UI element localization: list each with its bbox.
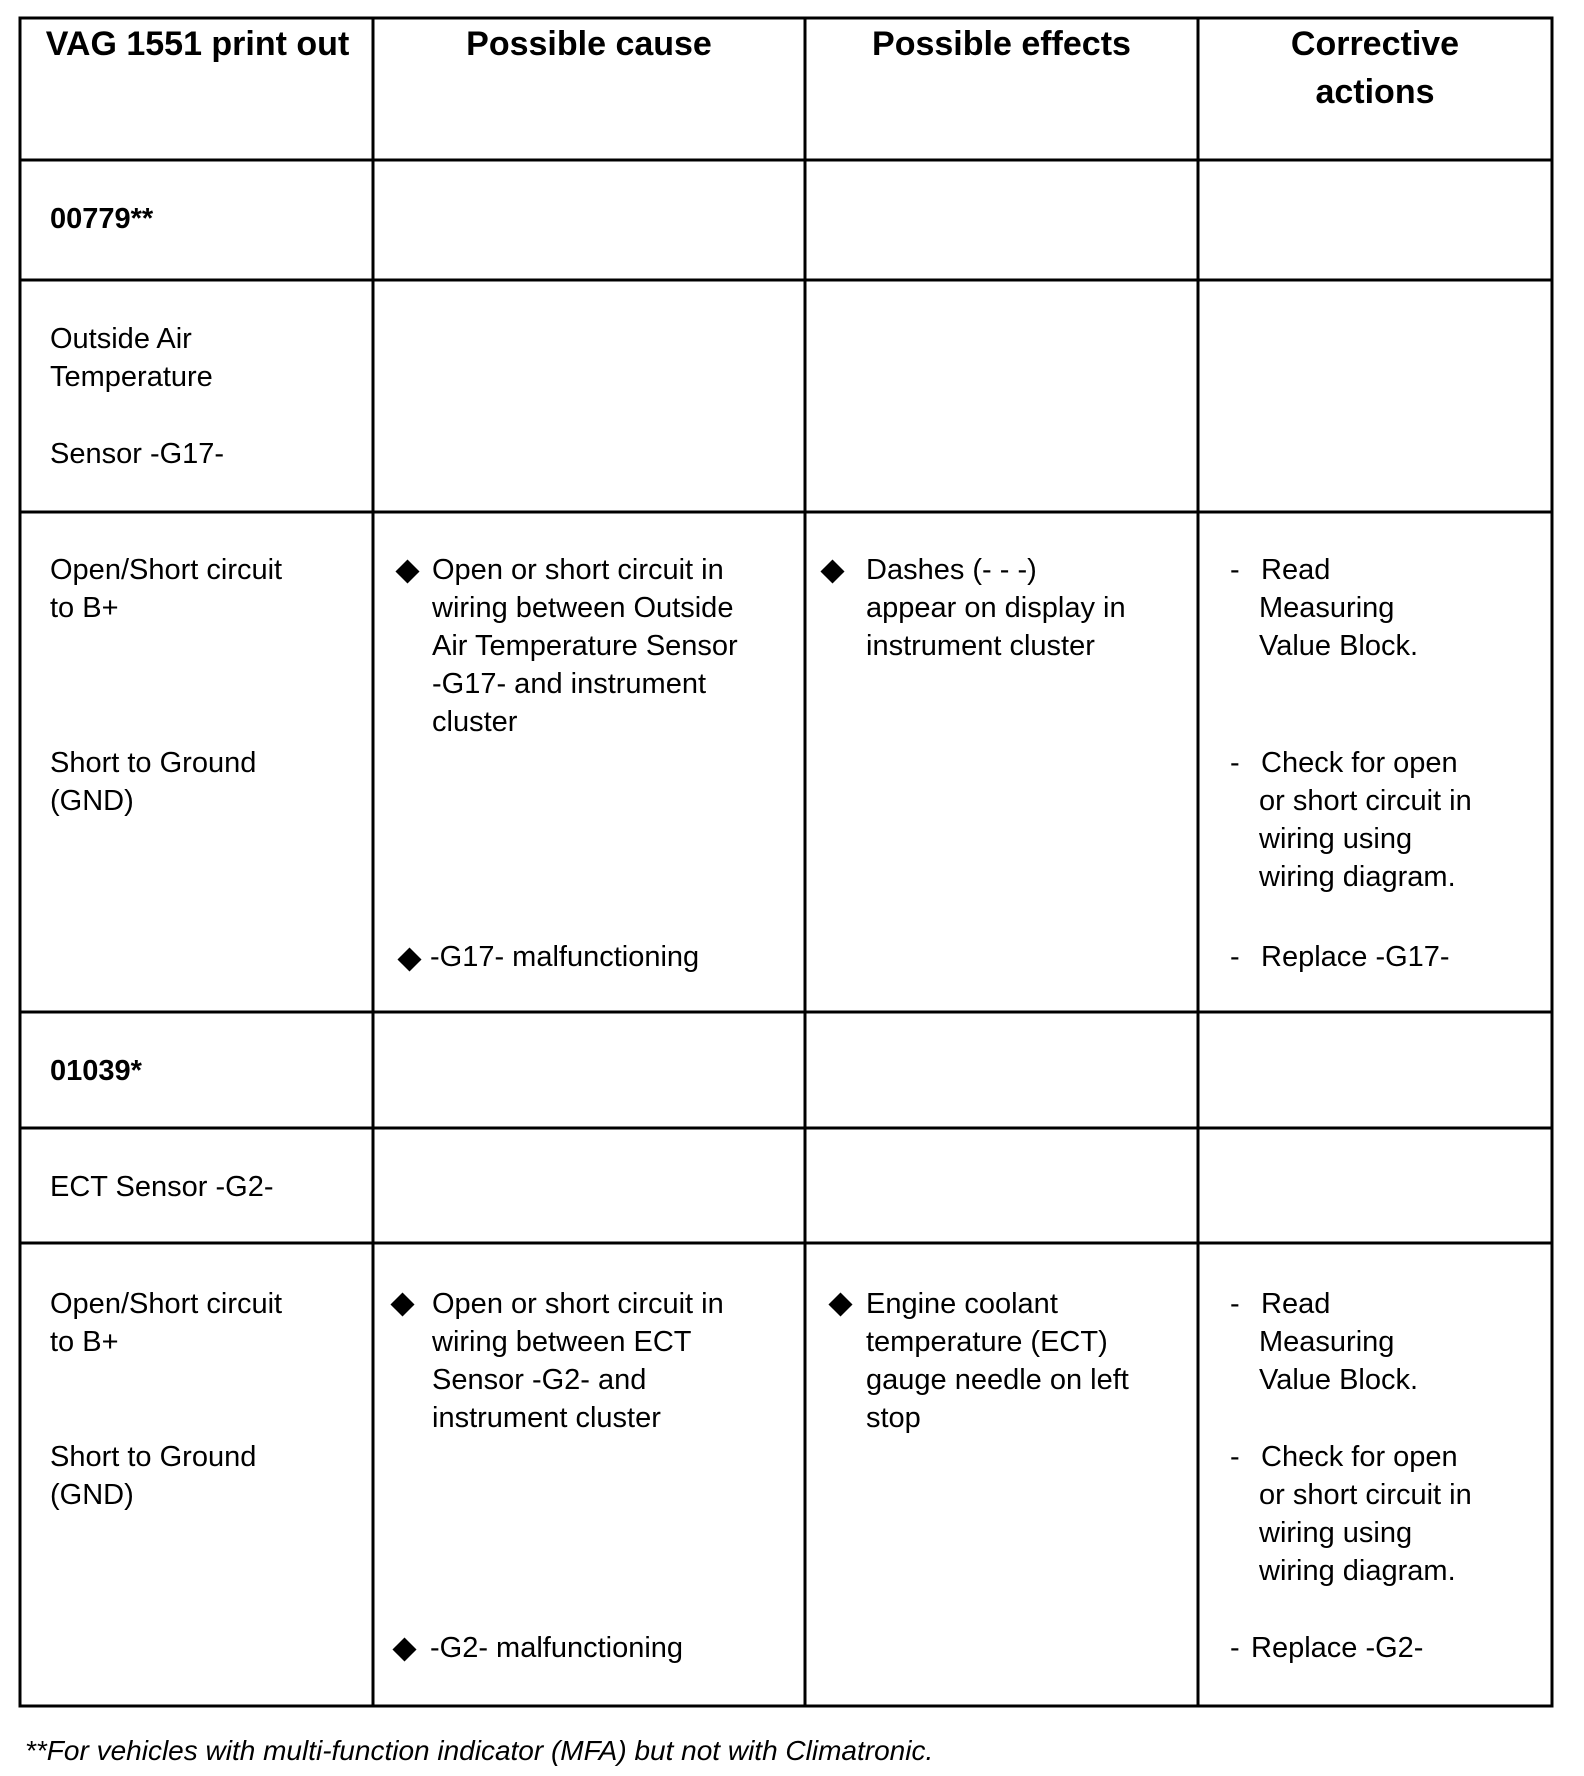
fault-type: to B+: [50, 1326, 119, 1358]
fault-type: (GND): [50, 785, 134, 817]
fault-code: 01039*: [50, 1055, 142, 1087]
component-name: ECT Sensor -G2-: [50, 1171, 274, 1203]
component-name: Outside Air: [50, 323, 192, 355]
corrective-action-line: Check for open: [1261, 1441, 1458, 1473]
corrective-action-line: Value Block.: [1259, 630, 1419, 662]
corrective-action-line: Read: [1261, 554, 1331, 586]
header-vag-printout: VAG 1551 print out: [45, 25, 350, 63]
possible-cause-line: wiring between ECT: [432, 1326, 692, 1358]
fault-type: Open/Short circuit: [50, 554, 283, 586]
possible-cause-line: -G17- malfunctioning: [430, 941, 700, 973]
corrective-action-line: or short circuit in: [1259, 1479, 1472, 1511]
corrective-action-line: wiring diagram.: [1259, 1555, 1456, 1587]
corrective-action-line: Value Block.: [1259, 1364, 1419, 1396]
action-dash: -: [1230, 1441, 1240, 1473]
corrective-action-line: wiring using: [1259, 1517, 1413, 1549]
possible-effect-line: instrument cluster: [866, 630, 1095, 662]
possible-cause-line: Open or short circuit in: [432, 554, 724, 586]
corrective-action-line: Check for open: [1261, 747, 1458, 779]
fault-type: Open/Short circuit: [50, 1288, 283, 1320]
possible-cause-line: Sensor -G2- and: [432, 1364, 647, 1396]
possible-effect-line: gauge needle on left: [866, 1364, 1129, 1396]
footnote: **For vehicles with multi-function indicator (MFA) but not with Climatronic.: [25, 1735, 934, 1766]
possible-cause-line: -G2- malfunctioning: [430, 1632, 684, 1664]
possible-cause-line: instrument cluster: [432, 1402, 661, 1434]
possible-effect-line: Engine coolant: [866, 1288, 1058, 1320]
corrective-action-line: wiring using: [1259, 823, 1413, 855]
header-possible-effects: Possible effects: [872, 25, 1131, 63]
possible-effect-line: appear on display in: [866, 592, 1126, 624]
fault-type: to B+: [50, 592, 119, 624]
action-dash: -: [1230, 747, 1240, 779]
possible-effect-line: Dashes (- - -): [866, 554, 1037, 586]
possible-cause-line: Air Temperature Sensor: [432, 630, 738, 662]
action-dash: -: [1230, 1632, 1240, 1664]
corrective-action-line: Measuring: [1259, 1326, 1395, 1358]
action-dash: -: [1230, 1288, 1240, 1320]
corrective-action-line: wiring diagram.: [1259, 861, 1456, 893]
fault-type: Short to Ground: [50, 747, 257, 779]
header-possible-cause: Possible cause: [466, 25, 712, 63]
component-name: Sensor -G17-: [50, 438, 225, 470]
action-dash: -: [1230, 554, 1240, 586]
corrective-action-line: Measuring: [1259, 592, 1395, 624]
corrective-action-line: or short circuit in: [1259, 785, 1472, 817]
action-dash: -: [1230, 941, 1240, 973]
possible-cause-line: wiring between Outside: [432, 592, 734, 624]
possible-effect-line: stop: [866, 1402, 921, 1434]
fault-type: (GND): [50, 1479, 134, 1511]
component-name: Temperature: [50, 361, 213, 393]
possible-cause-line: -G17- and instrument: [432, 668, 707, 700]
possible-effect-line: temperature (ECT): [866, 1326, 1108, 1358]
possible-cause-line: Open or short circuit in: [432, 1288, 724, 1320]
fault-type: Short to Ground: [50, 1441, 257, 1473]
header-corrective-actions: Corrective actions: [1290, 25, 1460, 111]
possible-cause-line: cluster: [432, 706, 518, 738]
corrective-action-line: Replace -G17-: [1261, 941, 1450, 973]
corrective-action-line: Replace -G2-: [1251, 1632, 1424, 1664]
corrective-action-line: Read: [1261, 1288, 1331, 1320]
fault-code: 00779**: [50, 203, 154, 235]
